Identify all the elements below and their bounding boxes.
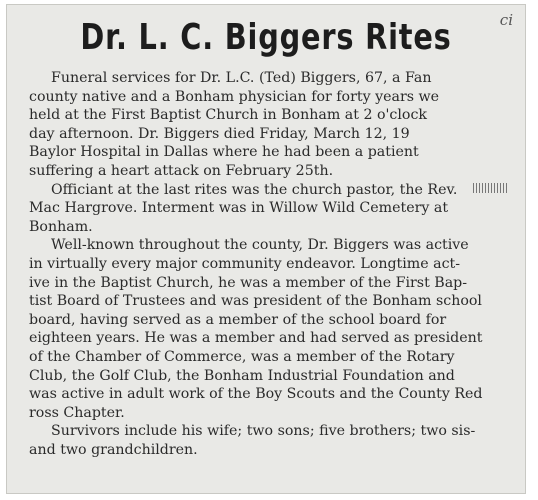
article-line: county native and a Bonham physician for forty years we	[29, 88, 440, 105]
newspaper-clipping	[6, 4, 526, 494]
headline: Dr. L. C. Biggers Rites	[80, 17, 452, 58]
article-line: ross Chapter.	[29, 404, 125, 421]
article-line: Club, the Golf Club, the Bonham Industrial Foundation and	[29, 367, 455, 384]
article-line: day afternoon. Dr. Biggers died Friday, March 12, 19	[29, 125, 410, 142]
article-line: Funeral services for Dr. L.C. (Ted) Biggers, 67, a Fan	[51, 70, 432, 86]
article-line: tist Board of Trustees and was president of the Bonham school	[29, 293, 482, 310]
article-line: board, having served as a member of the school board for	[29, 311, 447, 328]
article-line: Well-known throughout the county, Dr. Biggers was active	[51, 237, 469, 254]
article-line: and two grandchildren.	[29, 441, 198, 458]
article-line: Officiant at the last rites was the church pastor, the Rev.	[51, 181, 458, 198]
corner-fragment-text: ci	[499, 11, 513, 29]
article-line: held at the First Baptist Church in Bonham at 2 o'clock	[29, 107, 427, 124]
article-line: Bonham.	[29, 218, 93, 235]
article-line: suffering a heart attack on February 25th.	[29, 162, 334, 179]
article-line: Baylor Hospital in Dallas where he had been a patient	[29, 144, 419, 161]
article-line: of the Chamber of Commerce, was a member of the Rotary	[29, 348, 455, 365]
article-body	[29, 69, 527, 459]
article-line: eighteen years. He was a member and had served as president	[29, 330, 483, 347]
article-line: ive in the Baptist Church, he was a member of the First Bap-	[29, 274, 468, 291]
article-line: Survivors include his wife; two sons; five brothers; two sis-	[51, 423, 476, 440]
article-line: was active in adult work of the Boy Scouts and the County Red	[29, 386, 483, 403]
article-line: Mac Hargrove. Interment was in Willow Wild Cemetery at	[29, 200, 449, 217]
article-line: in virtually every major community endeavor. Longtime act-	[29, 255, 461, 272]
